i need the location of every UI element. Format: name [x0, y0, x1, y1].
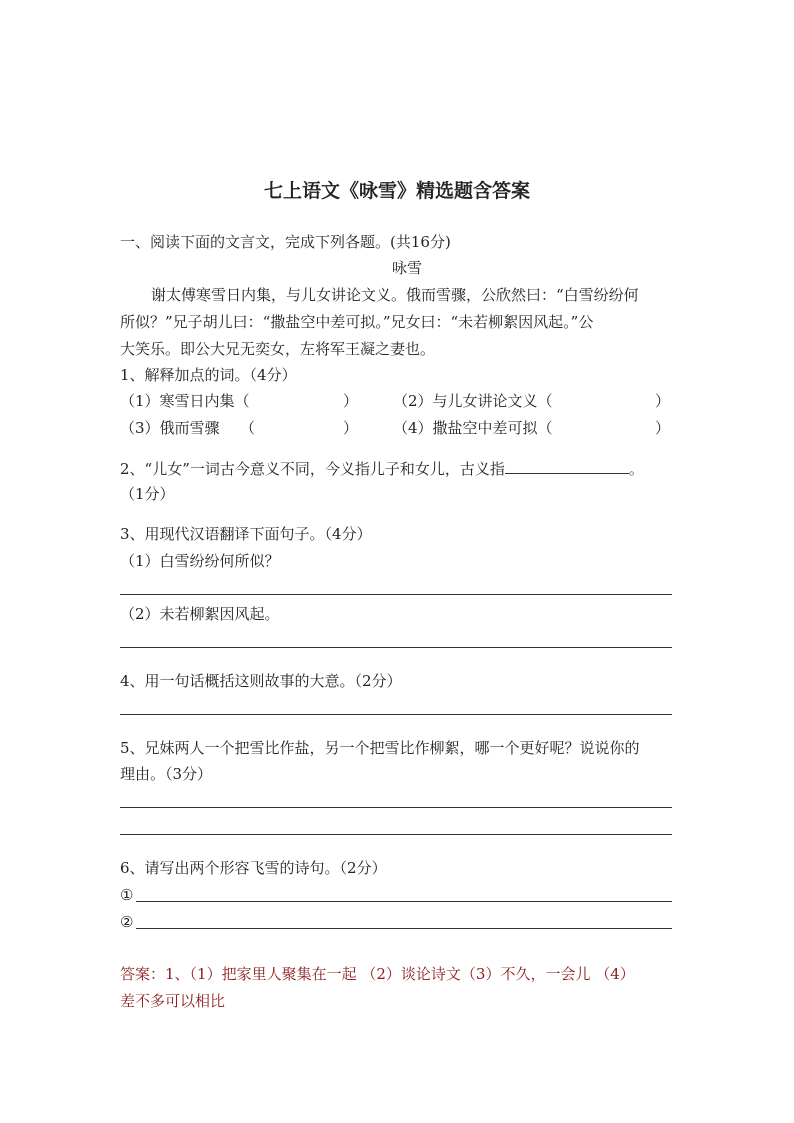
section-heading: 一、阅读下面的文言文，完成下列各题。(共16分) — [120, 233, 451, 251]
answer-line[interactable] — [120, 714, 672, 715]
q1-item-1-close: ） — [343, 392, 359, 410]
question-6-stem: 6、请写出两个形容飞雪的诗句。（2分） — [120, 859, 387, 877]
q1-item-3-close: ） — [343, 419, 359, 437]
q2-score: （1分） — [120, 485, 175, 503]
answer-line-2: 差不多可以相比 — [120, 992, 226, 1010]
question-4-stem: 4、用一句话概括这则故事的大意。（2分） — [120, 672, 402, 690]
q1-item-4-close: ） — [655, 419, 671, 437]
q2-text: 2、“儿女”一词古今意义不同，今义指儿子和女儿，古义指 — [120, 460, 505, 478]
answer-line[interactable] — [120, 834, 672, 835]
q2-answer-blank[interactable] — [505, 457, 629, 474]
answer-line-1: 答案：1、（1）把家里人聚集在一起 （2）谈论诗文（3）不久，一会儿 （4） — [120, 965, 635, 983]
passage-line: 大笑乐。即公大兄无奕女，左将军王凝之妻也。 — [120, 340, 436, 358]
question-3-stem: 3、用现代汉语翻译下面句子。（4分） — [120, 525, 372, 543]
answer-line[interactable] — [136, 928, 672, 929]
q1-item-2: （2）与儿女讲论文义（ — [393, 392, 553, 410]
q1-item-2-close: ） — [655, 392, 671, 410]
answer-line[interactable] — [120, 594, 672, 595]
q3-sub-1: （1）白雪纷纷何所似？ — [120, 552, 280, 570]
q1-item-4: （4）撒盐空中差可拟（ — [393, 419, 553, 437]
question-1-stem: 1、解释加点的词。（4分） — [120, 366, 297, 384]
answer-line[interactable] — [136, 901, 672, 902]
q3-sub-2: （2）未若柳絮因风起。 — [120, 605, 280, 623]
q6-mark-2: ② — [120, 913, 134, 931]
q1-item-3-open: （ — [240, 419, 256, 437]
question-5-stem-line-2: 理由。（3分） — [120, 765, 213, 783]
q6-mark-1: ① — [120, 886, 134, 904]
page-title: 七上语文《咏雪》精选题含答案 — [263, 180, 530, 202]
passage-title: 咏雪 — [391, 259, 422, 277]
question-2-stem — [120, 457, 644, 480]
q1-item-3: （3）俄而雪骤 — [120, 419, 220, 437]
passage-line: 谢太傅寒雪日内集，与儿女讲论文义。俄而雪骤，公欣然曰：“白雪纷纷何 — [151, 286, 639, 304]
answer-line[interactable] — [120, 807, 672, 808]
q2-end: 。 — [628, 460, 644, 478]
answer-line[interactable] — [120, 647, 672, 648]
passage-line: 所似？”兄子胡儿曰：“撒盐空中差可拟。”兄女曰：“未若柳絮因风起。”公 — [120, 313, 594, 331]
q1-item-1: （1）寒雪日内集（ — [120, 392, 250, 410]
question-5-stem-line-1: 5、兄妹两人一个把雪比作盐，另一个把雪比作柳絮，哪一个更好呢？说说你的 — [120, 739, 640, 757]
